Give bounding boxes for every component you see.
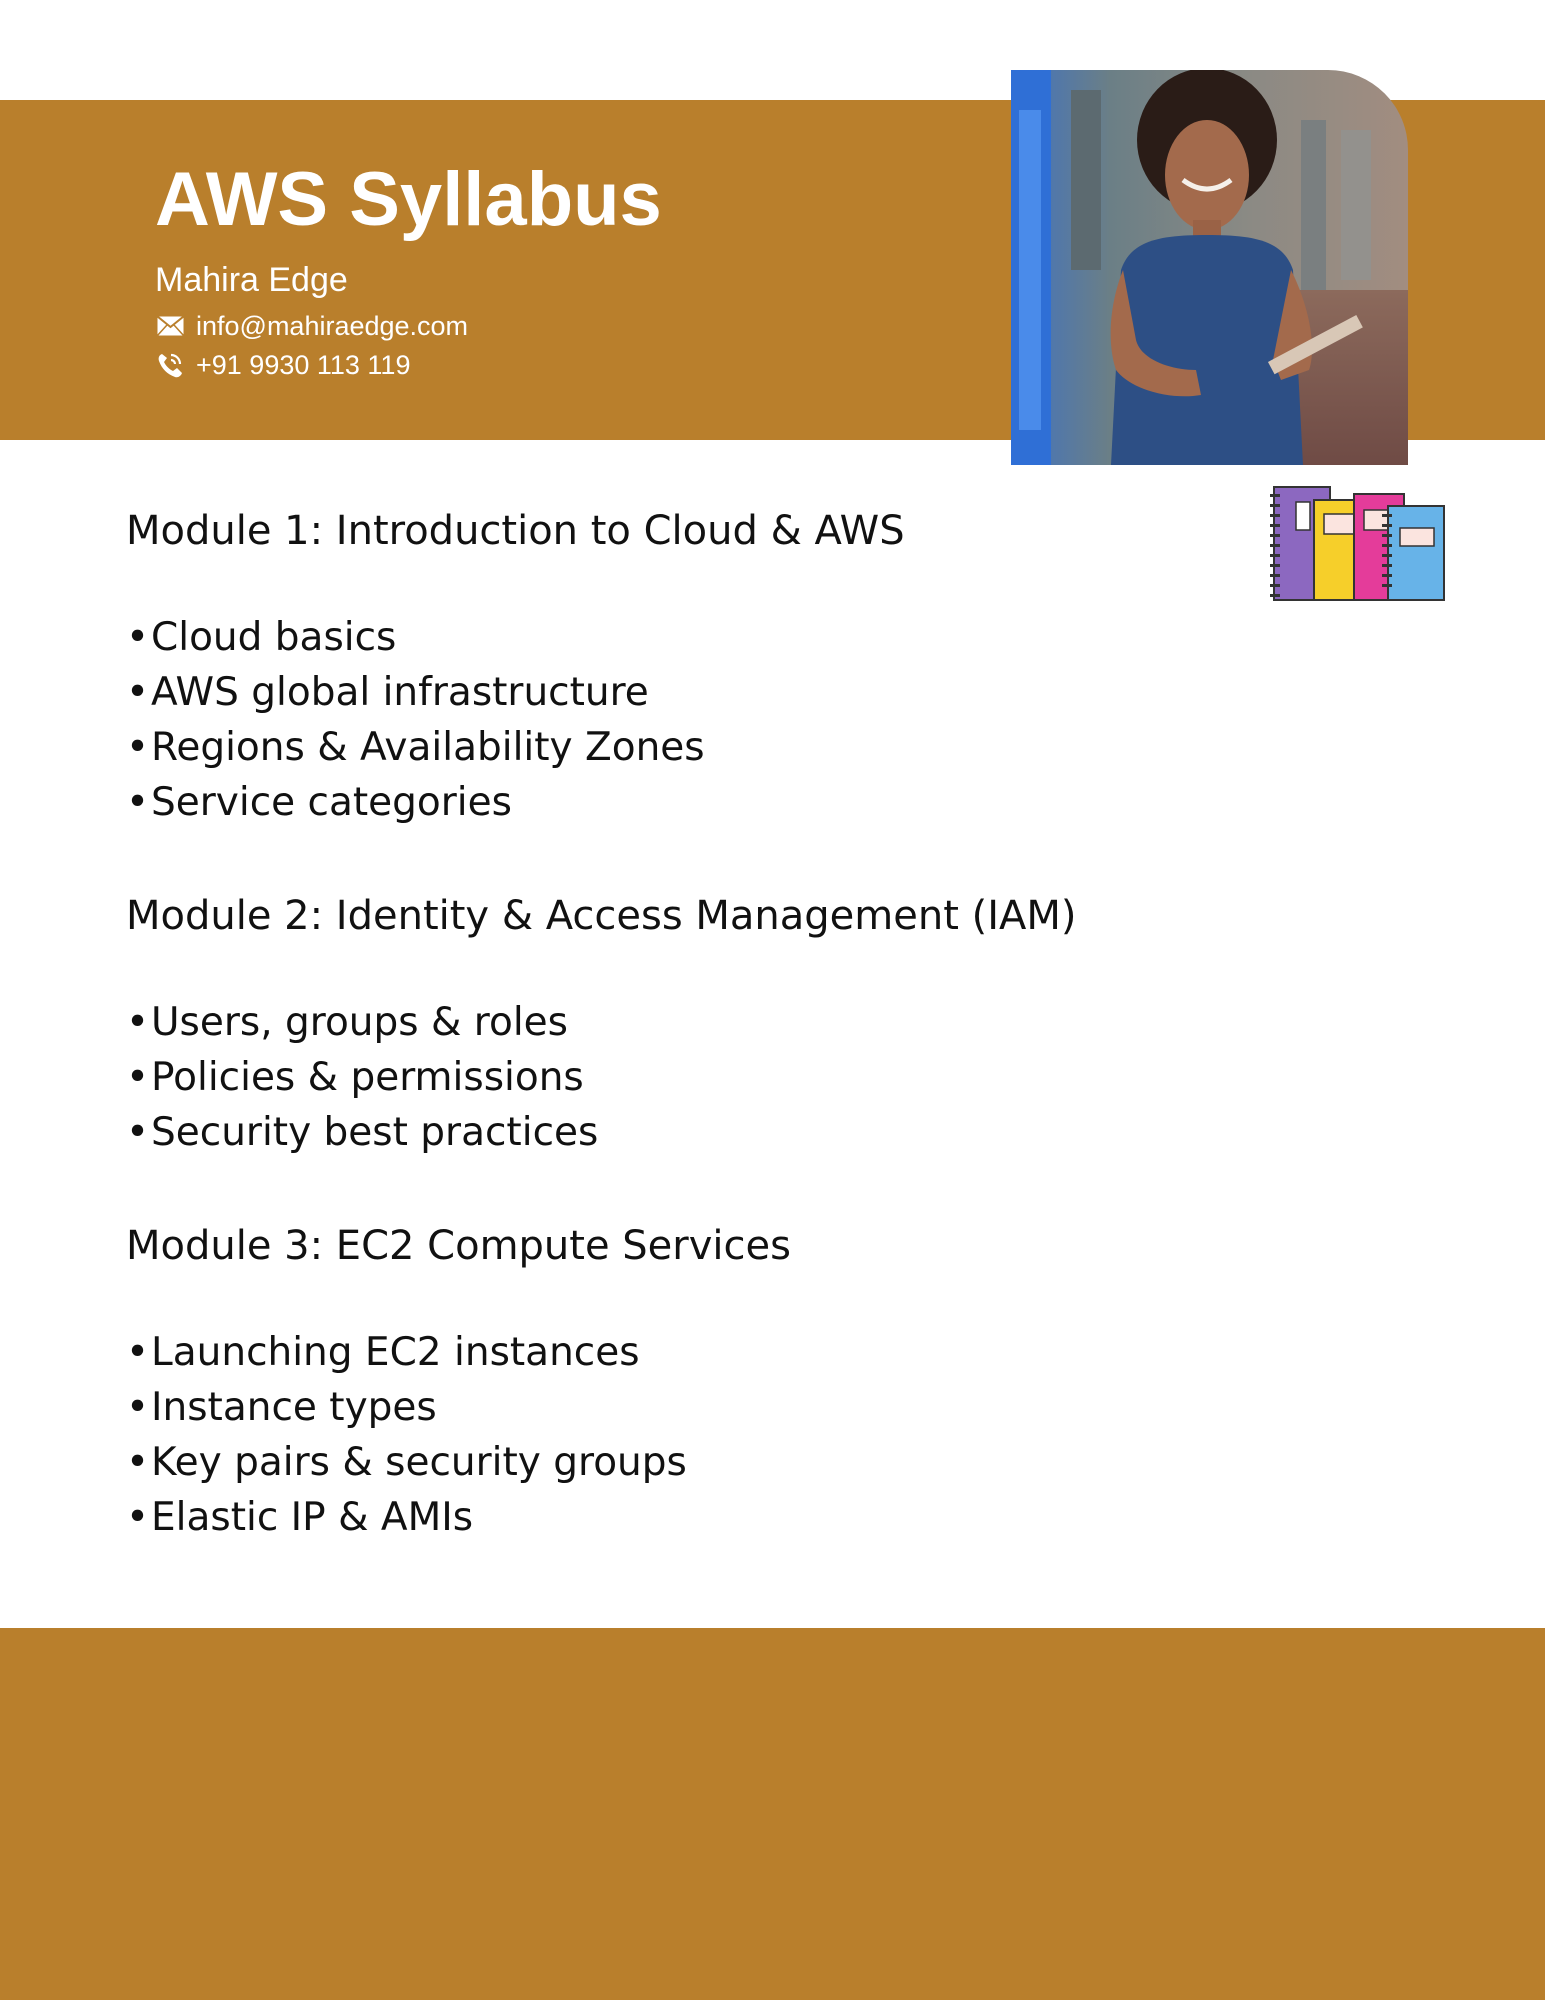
- module-spacer: [126, 830, 1226, 885]
- module-heading: Module 1: Introduction to Cloud & AWS: [126, 508, 905, 554]
- syllabus-content: [126, 500, 1226, 1545]
- topic-item: • Security best practices: [126, 1105, 1226, 1160]
- module-section: [126, 500, 1226, 830]
- module-spacer: [126, 1160, 1226, 1215]
- topic-item: • Launching EC2 instances: [126, 1325, 1226, 1380]
- notebooks-icon: [1268, 484, 1454, 606]
- envelope-icon: [155, 311, 185, 341]
- module-topic-list: [126, 610, 1226, 830]
- module-heading: Module 2: Identity & Access Management (IAM): [126, 893, 1077, 939]
- module-section: [126, 885, 1226, 1160]
- module-topic-list: [126, 995, 1226, 1160]
- topic-item: • Users, groups & roles: [126, 995, 1226, 1050]
- phone-icon: [155, 350, 185, 380]
- page-title: AWS Syllabus: [155, 157, 662, 242]
- topic-item: • Key pairs & security groups: [126, 1435, 1226, 1490]
- organization-name: Mahira Edge: [155, 261, 348, 299]
- contact-phone-row: [155, 347, 410, 383]
- topic-item: • Cloud basics: [126, 610, 1226, 665]
- topic-item: • Instance types: [126, 1380, 1226, 1435]
- module-topic-list: [126, 1325, 1226, 1545]
- topic-item: • Regions & Availability Zones: [126, 720, 1226, 775]
- topic-item: • Policies & permissions: [126, 1050, 1226, 1105]
- contact-email-row: [155, 308, 468, 344]
- module-heading: Module 3: EC2 Compute Services: [126, 1223, 791, 1269]
- topic-item: • AWS global infrastructure: [126, 665, 1226, 720]
- topic-item: • Service categories: [126, 775, 1226, 830]
- topic-item: • Elastic IP & AMIs: [126, 1490, 1226, 1545]
- phone-number: +91 9930 113 119: [196, 349, 411, 380]
- email-link[interactable]: info@mahiraedge.com: [196, 310, 469, 341]
- instructor-photo: [1011, 70, 1408, 465]
- module-section: [126, 1215, 1226, 1545]
- footer-banner: [0, 1628, 1545, 2000]
